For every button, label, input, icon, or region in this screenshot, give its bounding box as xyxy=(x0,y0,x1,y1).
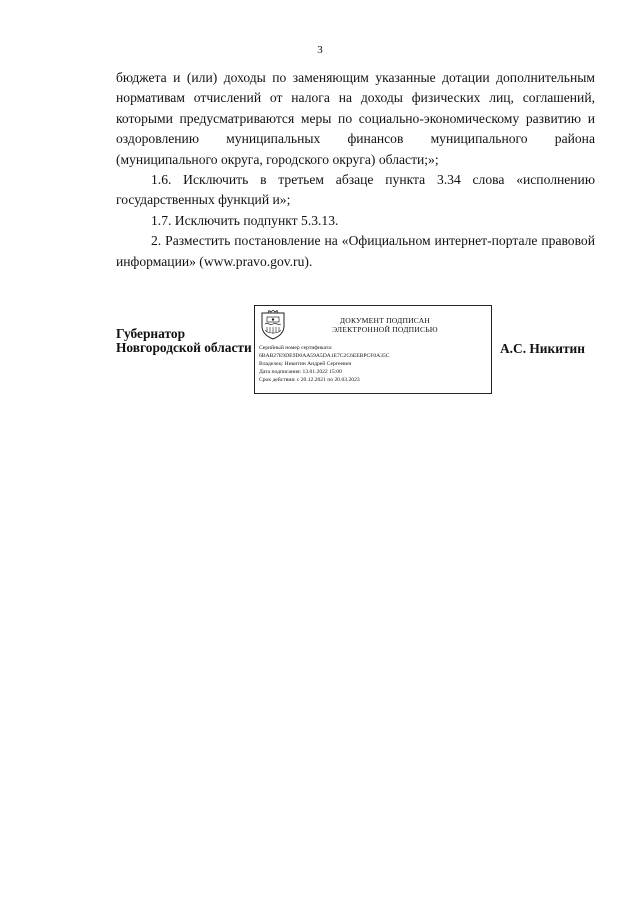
page-number: 3 xyxy=(317,44,323,56)
paragraph-item-2: 2. Разместить постановление на «Официальном интернет-портале правовой информации» (www.pravo.gov.ru). xyxy=(116,233,595,269)
stamp-signed-date: Дата подписания: 13.01.2022 15:00 xyxy=(259,369,342,375)
stamp-title-line2: ЭЛЕКТРОННОЙ ПОДПИСЬЮ xyxy=(332,325,438,334)
signer-title-line2: Новгородской области xyxy=(116,340,252,355)
paragraph-continuation: бюджета и (или) доходы по заменяющим указанные дотации дополнительным нормативам отчислений от налога на доходы физических лиц, соглашений, которыми предусматриваются меры по социально-экономическому развитию и оздоровлению муниципальных финансов муниципального района (муниципального округа, городского округа) области;»; xyxy=(116,70,595,167)
electronic-signature-stamp xyxy=(254,305,492,394)
novgorod-coat-of-arms-icon xyxy=(259,310,287,340)
paragraph-item-1-6: 1.6. Исключить в третьем абзаце пункта 3.34 слова «исполнению государственных функций и»; xyxy=(116,172,595,208)
signer-name: А.С. Никитин xyxy=(500,341,585,356)
stamp-serial-value: 6BAB27E9DE9D0AA59A5DA1E7C2C6EEBPCF0A35C xyxy=(259,353,390,359)
stamp-title xyxy=(295,316,475,334)
stamp-title-line1: ДОКУМЕНТ ПОДПИСАН xyxy=(339,316,431,325)
document-body xyxy=(116,68,595,272)
stamp-details xyxy=(259,344,489,384)
stamp-validity: Срок действия: с 20.12.2021 по 20.03.2023 xyxy=(259,377,360,383)
signer-title xyxy=(116,327,252,355)
stamp-owner: Владелец: Никитин Андрей Сергеевич xyxy=(259,361,352,367)
paragraph-item-1-7: 1.7. Исключить подпункт 5.3.13. xyxy=(151,212,339,228)
signer-title-line1: Губернатор xyxy=(116,326,186,341)
stamp-serial-label: Серийный номер сертификата: xyxy=(259,345,333,351)
